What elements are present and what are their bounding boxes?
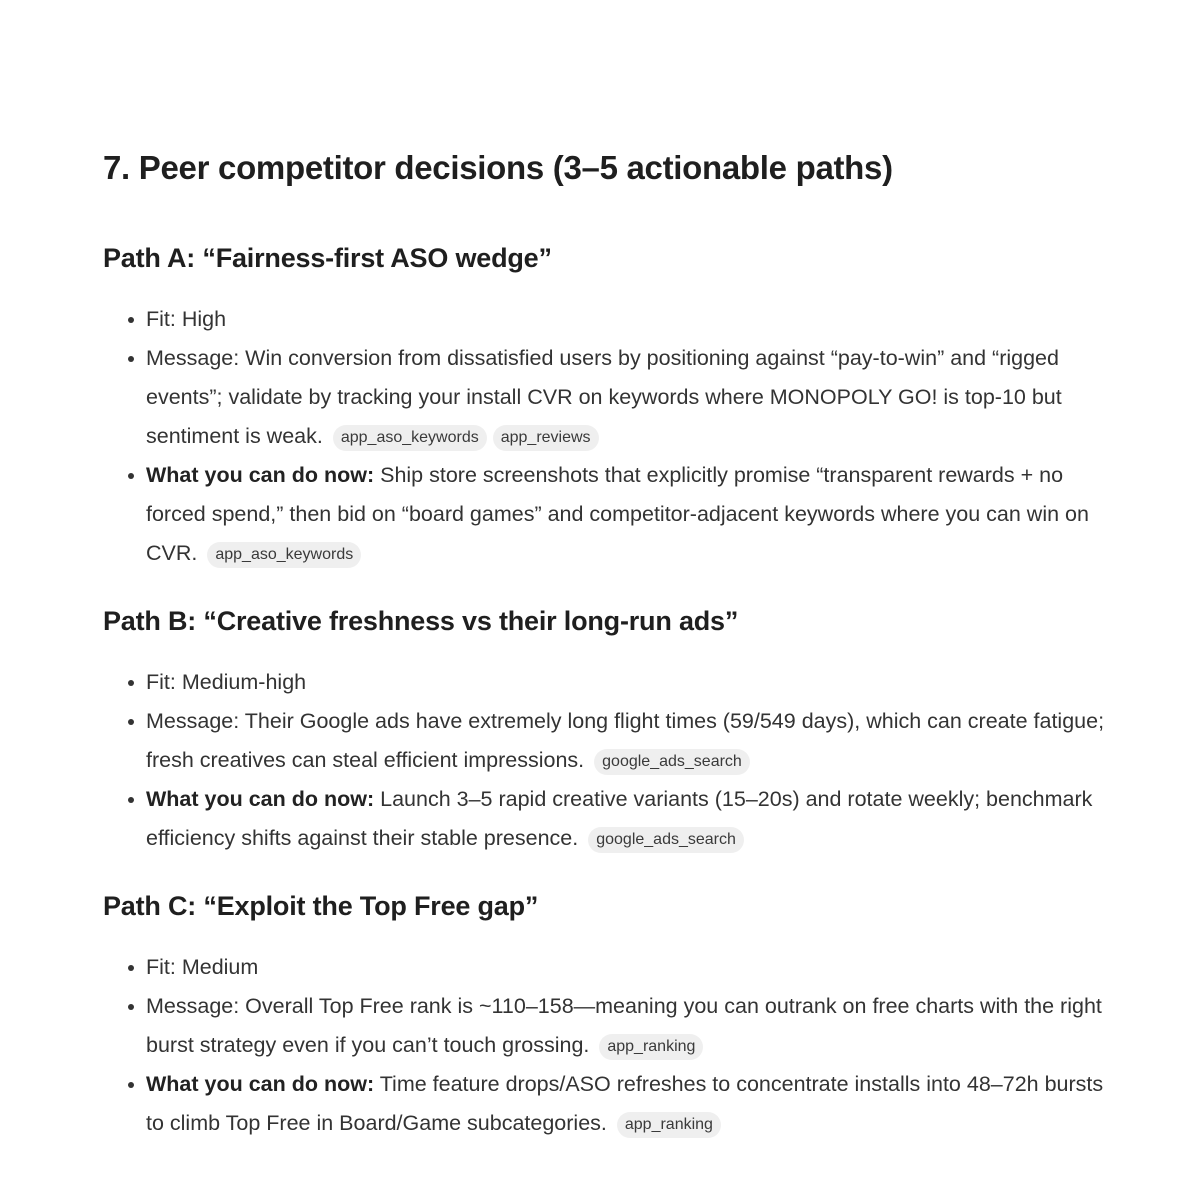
- path-a-action: [146, 456, 1112, 573]
- path-a-heading: Path A: “Fairness-first ASO wedge”: [103, 243, 552, 273]
- path-c-heading: Path C: “Exploit the Top Free gap”: [103, 891, 539, 921]
- message-text: Message: Their Google ads have extremely long flight times (59/549 days), which can create fatigue; fresh creatives can steal efficient impressions.: [146, 709, 1105, 772]
- source-chip: google_ads_search: [588, 827, 744, 853]
- path-b-fit: [146, 663, 1112, 702]
- action-text: Time feature drops/ASO refreshes to concentrate installs into 48–72h bursts to climb Top Free in Board/Game subcategories.: [146, 1072, 1104, 1135]
- path-c-bullets: [103, 948, 1112, 1143]
- path-c-action: [146, 1065, 1112, 1143]
- path-b-message: [146, 702, 1112, 780]
- path-a-message: [146, 339, 1112, 456]
- fit-text: Fit: High: [146, 307, 227, 331]
- source-chip: google_ads_search: [594, 749, 750, 775]
- page-title: 7. Peer competitor decisions (3–5 actionable paths): [103, 149, 893, 186]
- path-c-section: [103, 888, 1112, 1143]
- action-text: Ship store screenshots that explicitly promise “transparent rewards + no forced spend,” then bid on “board games” and competitor-adjacent keywords where you can win on CVR.: [146, 463, 1089, 565]
- source-chip: app_aso_keywords: [207, 542, 361, 568]
- source-chip: app_reviews: [493, 425, 599, 451]
- path-b-bullets: [103, 663, 1112, 858]
- path-a-section: [103, 240, 1112, 573]
- path-c-fit: [146, 948, 1112, 987]
- path-c-message: [146, 987, 1112, 1065]
- path-a-fit: [146, 300, 1112, 339]
- fit-text: Fit: Medium: [146, 955, 259, 979]
- path-a-bullets: [103, 300, 1112, 573]
- action-label: What you can do now:: [146, 1072, 375, 1096]
- path-b-section: [103, 603, 1112, 858]
- fit-text: Fit: Medium-high: [146, 670, 307, 694]
- source-chip: app_aso_keywords: [333, 425, 487, 451]
- message-text: Message: Win conversion from dissatisfied users by positioning against “pay-to-win” and “rigged events”; validate by tracking your install CVR on keywords where MONOPOLY GO! is top-10 but sentiment is weak.: [146, 346, 1062, 448]
- action-label: What you can do now:: [146, 463, 375, 487]
- action-label: What you can do now:: [146, 787, 375, 811]
- path-b-action: [146, 780, 1112, 858]
- message-text: Message: Overall Top Free rank is ~110–158—meaning you can outrank on free charts with the right burst strategy even if you can’t touch grossing.: [146, 994, 1102, 1057]
- source-chip: app_ranking: [617, 1112, 721, 1138]
- action-text: Launch 3–5 rapid creative variants (15–20s) and rotate weekly; benchmark efficiency shifts against their stable presence.: [146, 787, 1093, 850]
- path-b-heading: Path B: “Creative freshness vs their long-run ads”: [103, 606, 739, 636]
- source-chip: app_ranking: [599, 1034, 703, 1060]
